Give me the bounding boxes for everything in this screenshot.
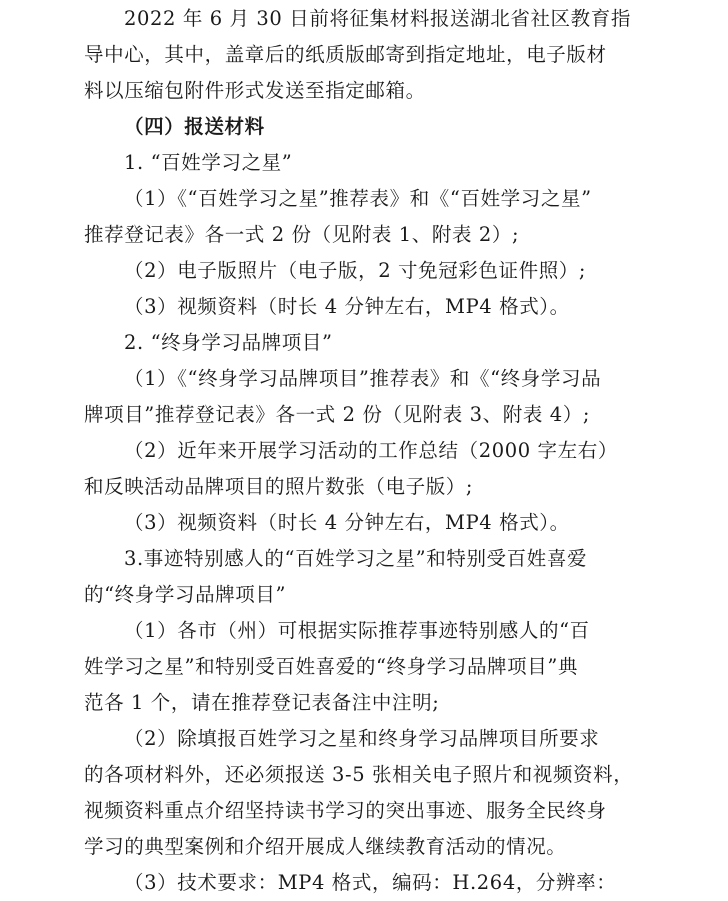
list-item: （1）《“终身学习品牌项目”推荐表》和《“终身学习品 bbox=[124, 367, 602, 390]
list-item: （2）近年来开展学习活动的工作总结（2000 字左右） bbox=[124, 439, 618, 462]
list-item: （3）技术要求：MP4 格式，编码：H.264，分辨率： bbox=[124, 871, 617, 894]
list-item-continuation: 推荐登记表》各一式 2 份（见附表 1、附表 2）; bbox=[84, 223, 520, 246]
section-heading: （四）报送材料 bbox=[124, 115, 265, 138]
list-item-continuation: 和反映活动品牌项目的照片数张（电子版）; bbox=[84, 475, 474, 498]
list-item-continuation: 学习的典型案例和介绍开展成人继续教育活动的情况。 bbox=[84, 835, 567, 858]
list-item-continuation: 牌项目”推荐登记表》各一式 2 份（见附表 3、附表 4）; bbox=[84, 403, 591, 426]
list-item: （1）《“百姓学习之星”推荐表》和《“百姓学习之星” bbox=[124, 187, 592, 210]
list-item: （2）电子版照片（电子版，2 寸免冠彩色证件照）; bbox=[124, 259, 587, 282]
paragraph-line: 2022 年 6 月 30 日前将征集材料报送湖北省社区教育指 bbox=[124, 7, 631, 30]
list-item: （3）视频资料（时长 4 分钟左右，MP4 格式）。 bbox=[124, 295, 570, 318]
subsection-heading: 2. “终身学习品牌项目” bbox=[124, 331, 333, 354]
paragraph-line: 料以压缩包附件形式发送至指定邮箱。 bbox=[84, 79, 426, 102]
list-item: （1）各市（州）可根据实际推荐事迹特别感人的“百 bbox=[124, 619, 590, 642]
subsection-heading: 1. “百姓学习之星” bbox=[124, 151, 293, 174]
list-item: （2）除填报百姓学习之星和终身学习品牌项目所要求 bbox=[124, 727, 600, 750]
list-item-continuation: 范各 1 个，请在推荐登记表备注中注明; bbox=[84, 691, 440, 714]
list-item-continuation: 的各项材料外，还必须报送 3-5 张相关电子照片和视频资料， bbox=[84, 763, 634, 786]
subsection-heading-continuation: 的“终身学习品牌项目” bbox=[84, 583, 287, 606]
list-item: （3）视频资料（时长 4 分钟左右，MP4 格式）。 bbox=[124, 511, 570, 534]
paragraph-line: 导中心，其中，盖章后的纸质版邮寄到指定地址，电子版材 bbox=[84, 43, 607, 66]
subsection-heading: 3.事迹特别感人的“百姓学习之星”和特别受百姓喜爱 bbox=[124, 547, 588, 570]
list-item-continuation: 姓学习之星”和特别受百姓喜爱的“终身学习品牌项目”典 bbox=[84, 655, 579, 678]
list-item-continuation: 视频资料重点介绍坚持读书学习的突出事迹、服务全民终身 bbox=[84, 799, 607, 822]
